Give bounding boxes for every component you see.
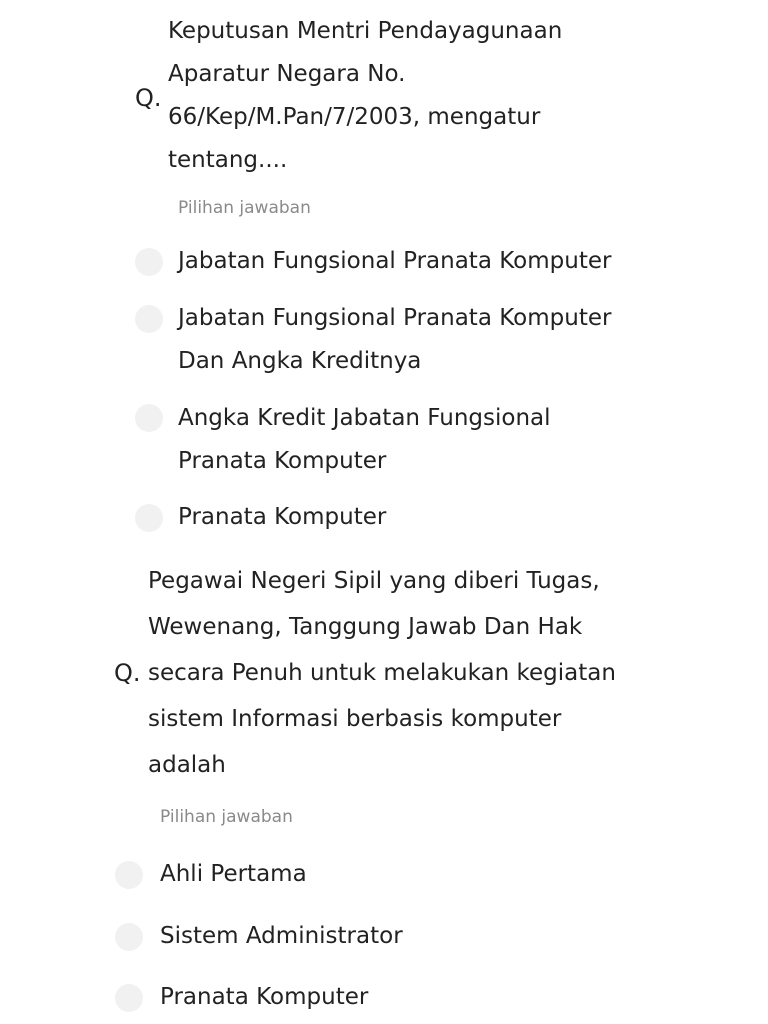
question-text-line: Keputusan Mentri Pendayagunaan	[168, 18, 563, 44]
answer-option-line: Sistem Administrator	[160, 923, 403, 949]
answer-option-text[interactable]	[160, 976, 368, 1019]
answer-option-line: Jabatan Fungsional Pranata Komputer	[178, 248, 612, 274]
question-text-line: Wewenang, Tanggung Jawab Dan Hak	[148, 614, 583, 640]
question-text-line: sistem Informasi berbasis komputer	[148, 706, 562, 732]
answer-option-line: Dan Angka Kreditnya	[178, 348, 422, 374]
question-prefix: Q.	[114, 659, 141, 687]
options-label: Pilihan jawaban	[160, 807, 293, 827]
answer-option-line: Angka Kredit Jabatan Fungsional	[178, 405, 551, 431]
question-text-line: 66/Kep/M.Pan/7/2003, mengatur	[168, 104, 541, 130]
radio-button[interactable]	[115, 861, 143, 889]
radio-button[interactable]	[115, 923, 143, 951]
answer-option-line: Jabatan Fungsional Pranata Komputer	[178, 305, 612, 331]
answer-option-text[interactable]	[160, 853, 307, 896]
answer-option-line: Pranata Komputer	[178, 504, 387, 530]
radio-button[interactable]	[115, 984, 143, 1012]
question-prefix: Q.	[135, 84, 162, 112]
question-text	[148, 558, 616, 788]
question-text-line: Aparatur Negara No.	[168, 61, 406, 87]
question-text-line: secara Penuh untuk melakukan kegiatan	[148, 660, 616, 686]
answer-option-line: Pranata Komputer	[160, 984, 369, 1010]
answer-option-line: Pranata Komputer	[178, 448, 387, 474]
question-text-line: adalah	[148, 752, 226, 778]
answer-option-text[interactable]	[160, 915, 403, 958]
options-label: Pilihan jawaban	[178, 198, 311, 218]
question-text-line: tentang....	[168, 147, 288, 173]
question-text-line: Pegawai Negeri Sipil yang diberi Tugas,	[148, 568, 600, 594]
answer-option-line: Ahli Pertama	[160, 861, 307, 887]
